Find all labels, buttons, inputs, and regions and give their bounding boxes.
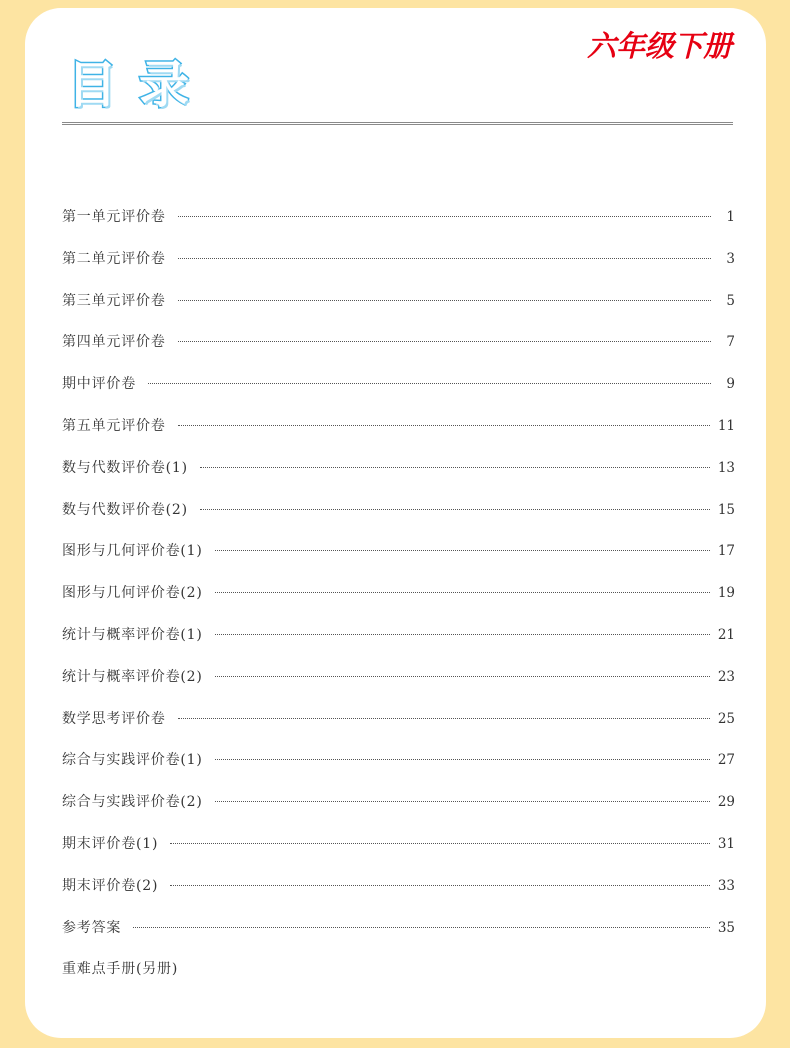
toc-entry[interactable] [62,499,735,541]
toc-entry-label: 数与代数评价卷(2) [62,501,188,518]
toc-entry-label: 第二单元评价卷 [62,250,166,267]
toc-entry[interactable] [62,206,735,248]
title-char-2: 录 [139,56,189,114]
toc-entry-label: 数与代数评价卷(1) [62,459,188,476]
toc-entry-page: 31 [717,835,735,852]
toc-entry[interactable] [62,582,735,624]
document-page [25,8,766,1038]
toc-entry-page: 35 [717,919,735,936]
toc-entry-page: 7 [726,334,735,351]
toc-entry-label: 第一单元评价卷 [62,209,166,225]
dot-leader [178,425,710,426]
dot-leader [133,927,710,928]
toc-entry[interactable] [62,540,735,582]
toc-entry[interactable] [62,624,735,666]
toc-entry-page: 9 [726,376,735,393]
grade-label: 六年级下册 [586,29,732,63]
toc-entry-page: 25 [717,710,735,727]
toc-entry[interactable] [62,708,735,750]
toc-entry-label: 统计与概率评价卷(2) [62,668,203,685]
dot-leader [178,216,711,217]
toc-entry[interactable] [62,415,735,457]
toc-entry-page: 15 [717,501,735,518]
toc-entry-label: 综合与实践评价卷(2) [62,794,203,811]
toc-entry[interactable] [62,833,735,875]
toc-entry-page: 5 [726,292,735,309]
toc-entry-page: 3 [726,250,735,267]
toc-entry-page: 17 [717,543,735,560]
title-divider [62,122,733,125]
toc-entry-page: 23 [717,668,735,685]
toc-entry-page: 11 [717,417,735,434]
toc-entry[interactable] [62,457,735,499]
toc-entry[interactable] [62,958,735,1000]
toc-entry-label: 第三单元评价卷 [62,292,166,309]
toc-entry-page: 29 [717,794,735,811]
toc-entry[interactable] [62,791,735,833]
toc-entry-label: 重难点手册(另册) [62,961,179,978]
toc-entry[interactable] [62,290,735,332]
toc-entry-page: 13 [717,459,735,476]
dot-leader [215,634,710,635]
dot-leader [215,550,710,551]
dot-leader [200,509,710,510]
toc-entry-label: 综合与实践评价卷(1) [62,752,203,769]
toc-entry-page: 21 [717,626,735,643]
dot-leader [148,383,711,384]
toc-entry-page: 19 [717,585,735,602]
toc-entry[interactable] [62,331,735,373]
dot-leader [170,885,710,886]
toc-entry-page: 1 [726,209,735,225]
toc-entry-label: 期中评价卷 [62,376,136,393]
toc-entry-label: 期末评价卷(2) [62,877,159,894]
dot-leader [215,676,710,677]
page-title [67,56,189,114]
dot-leader [170,843,710,844]
dot-leader [200,467,710,468]
toc-entry[interactable] [62,917,735,959]
toc-entry-label: 第四单元评价卷 [62,334,166,351]
toc-entry[interactable] [62,373,735,415]
dot-leader [178,341,711,342]
toc-entry[interactable] [62,666,735,708]
toc-entry[interactable] [62,875,735,917]
toc-entry-label: 图形与几何评价卷(1) [62,543,203,560]
toc-entry-label: 图形与几何评价卷(2) [62,585,203,602]
toc-entry-page: 27 [717,752,735,769]
dot-leader [215,759,710,760]
toc-entry-label: 统计与概率评价卷(1) [62,626,203,643]
dot-leader [178,300,711,301]
toc-entry-label: 数学思考评价卷 [62,710,166,727]
toc-entry[interactable] [62,749,735,791]
dot-leader [178,258,711,259]
dot-leader [215,592,710,593]
table-of-contents [62,206,735,1000]
toc-entry-label: 参考答案 [62,919,122,936]
dot-leader [178,718,710,719]
toc-entry-page: 33 [717,877,735,894]
toc-entry-label: 期末评价卷(1) [62,835,159,852]
toc-entry-label: 第五单元评价卷 [62,417,166,434]
title-char-1: 目 [67,56,117,114]
dot-leader [215,801,710,802]
toc-entry[interactable] [62,248,735,290]
